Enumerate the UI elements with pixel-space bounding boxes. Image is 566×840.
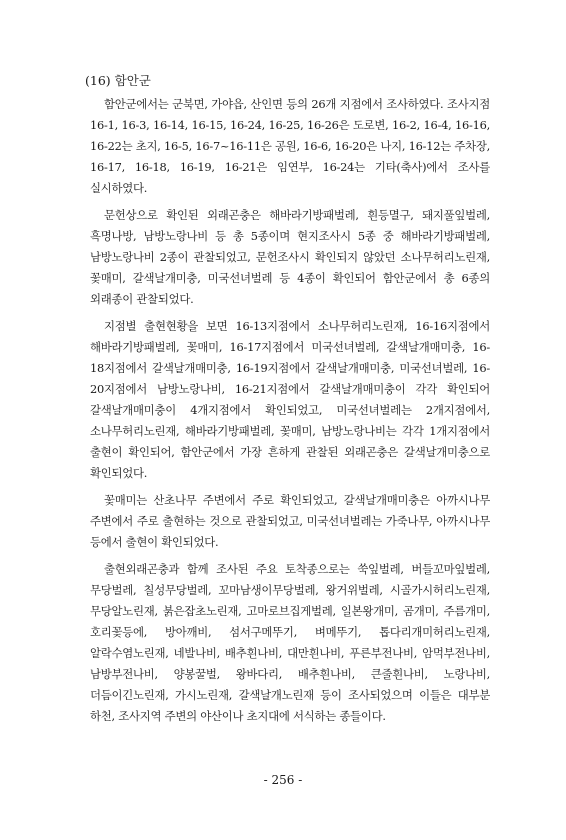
body-text bbox=[90, 94, 490, 733]
paragraph-native-species: 출현외래곤충과 함께 조사된 주요 토착종으로는 쑥잎벌레, 버들꼬마잎벌레, 무당벌레, 칠성무당벌레, 꼬마남생이무당벌레, 왕거위벌레, 시골가시허리노린재, 무당알노린재, 붉은잡초노린재, 고마로브집게벌레, 일본왕개미, 곰개미, 주름개미, 호리꽃등에, 방아깨비, 섬서구메뚜기, 벼메뚜기, 톱다리개미허리노린재, 알락수염노린재, 네발나비, 배추흰나비, 대만흰나비, 푸른부전나비, 암먹부전나비, 남방부전나비, 양봉꿀벌, 왕바다리, 배추흰나비, 큰줄흰나비, 노랑나비, 더듬이긴노린재, 가시노린재, 갈색날개노린재 등이 조사되었으며 이들은 대부분 하천, 조사지역 주변의 야산이나 초지대에 서식하는 종들이다. bbox=[90, 562, 490, 723]
page-number: - 256 - bbox=[263, 773, 303, 787]
paragraph-literature-species: 문헌상으로 확인된 외래곤충은 해바라기방패벌레, 흰등멸구, 돼지풀잎벌레, 흑명나방, 남방노랑나비 등 총 5종이며 현지조사시 5종 중 해바라기방패벌레, 남방노랑나비 2종이 관찰되었고, 문헌조사시 확인되지 않았던 소나무허리노린재, 꽃매미, 갈색날개미충, 미국선녀벌레 등 4종이 확인되어 함안군에서 총 6종의 외래종이 관찰되었다. bbox=[90, 208, 490, 306]
paragraph-site-occurrence: 지점별 출현현황을 보면 16-13지점에서 소나무허리노린재, 16-16지점에서 해바라기방패벌레, 꽃매미, 16-17지점에서 미국선녀벌레, 갈색날개매미충, 16-18지점에서 갈색날개매미충, 16-19지점에서 갈색날개매미충, 미국선녀벌레, 16-20지점에서 남방노랑나비, 16-21지점에서 갈색날개매미충이 각각 확인되어 갈색날개매미충이 4개지점에서 확인되었고, 미국선녀벌레는 2개지점에서, 소나무허리노린재, 해바라기방패벌레, 꽃매미, 남방노랑나비는 각각 1개지점에서 출현이 확인되어, 함안군에서 가장 흔하게 관찰된 외래곤충은 갈색날개미충으로 확인되었다. bbox=[90, 319, 490, 480]
paragraph-host-plants: 꽃매미는 산초나무 주변에서 주로 확인되었고, 갈색날개매미충은 아까시나무 주변에서 주로 출현하는 것으로 관찰되었고, 미국선녀벌레는 가죽나무, 아까시나무 등에서 출현이 확인되었다. bbox=[90, 493, 490, 549]
paragraph-survey-sites: 함안군에서는 군북면, 가야읍, 산인면 등의 26개 지점에서 조사하였다. 조사지점 16-1, 16-3, 16-14, 16-15, 16-24, 16-25, 16-26은 도로변, 16-2, 16-4, 16-16, 16-22는 초지, 16-5, 16-7~16-11은 공원, 16-6, 16-20은 나지, 16-12는 주차장, 16-17, 16-18, 16-19, 16-21은 임연부, 16-24는 기타(축사)에서 조사를 실시하였다. bbox=[90, 97, 490, 195]
section-heading: (16) 함안군 bbox=[85, 73, 151, 88]
